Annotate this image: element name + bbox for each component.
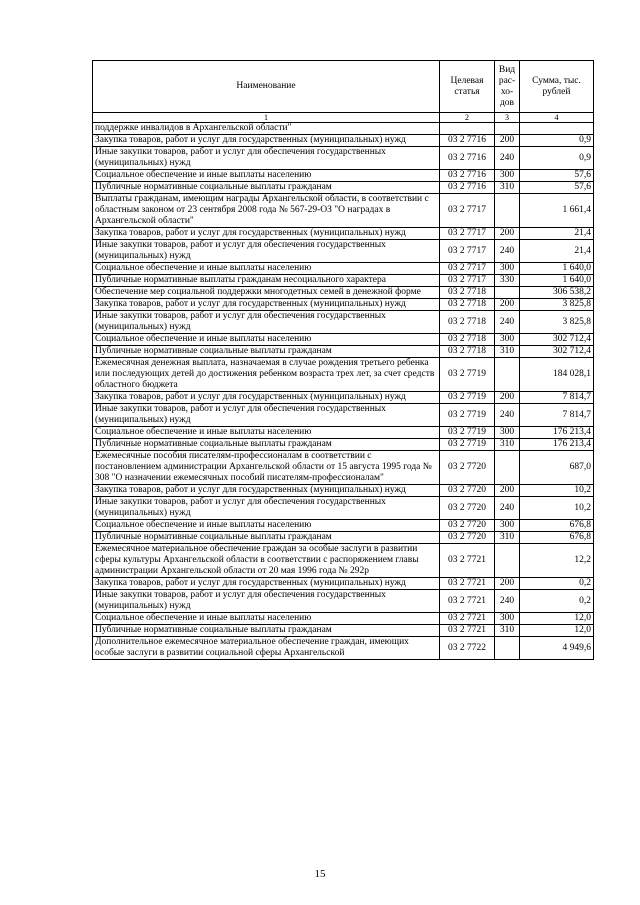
row-sum: 0,2 [520,590,594,613]
row-sum: 0,9 [520,147,594,170]
row-name: Социальное обеспечение и иные выплаты населению [93,334,440,346]
row-sum: 676,8 [520,520,594,532]
row-sum: 57,6 [520,182,594,194]
row-name: Публичные нормативные социальные выплаты гражданам [93,346,440,358]
table-row [93,613,594,625]
row-sum: 676,8 [520,532,594,544]
row-name: Ежемесячное материальное обеспечение граждан за особые заслуги в развитии сферы культуры Архангельской области в соответствии с распоряжением главы администрации Архангельской области от 20 мая 1996 года № 292р [93,544,440,578]
row-code: 03 2 7716 [440,182,495,194]
row-expense-type [495,287,520,299]
row-code: 03 2 7720 [440,532,495,544]
row-name: Публичные нормативные социальные выплаты гражданам [93,625,440,637]
row-expense-type: 200 [495,135,520,147]
row-expense-type: 200 [495,228,520,240]
row-code: 03 2 7720 [440,497,495,520]
row-name: Иные закупки товаров, работ и услуг для обеспечения государственных (муниципальных) нужд [93,240,440,263]
row-name: Социальное обеспечение и иные выплаты населению [93,263,440,275]
row-name: Закупка товаров, работ и услуг для государственных (муниципальных) нужд [93,228,440,240]
row-expense-type: 310 [495,625,520,637]
row-sum: 0,9 [520,135,594,147]
table-row [93,439,594,451]
table-row [93,625,594,637]
row-sum: 3 825,8 [520,299,594,311]
row-sum: 21,4 [520,240,594,263]
row-sum: 12,0 [520,613,594,625]
row-name: Иные закупки товаров, работ и услуг для обеспечения государственных (муниципальных) нужд [93,497,440,520]
row-name: Закупка товаров, работ и услуг для государственных (муниципальных) нужд [93,485,440,497]
row-code: 03 2 7717 [440,228,495,240]
row-name: Закупка товаров, работ и услуг для государственных (муниципальных) нужд [93,135,440,147]
table-row [93,275,594,287]
row-sum: 176 213,4 [520,439,594,451]
row-code: 03 2 7717 [440,263,495,275]
row-sum: 12,2 [520,544,594,578]
row-code: 03 2 7721 [440,544,495,578]
row-name: Закупка товаров, работ и услуг для государственных (муниципальных) нужд [93,578,440,590]
row-sum: 302 712,4 [520,334,594,346]
row-expense-type: 310 [495,182,520,194]
row-name: Социальное обеспечение и иные выплаты населению [93,427,440,439]
row-code: 03 2 7722 [440,637,495,660]
row-sum: 184 028,1 [520,358,594,392]
row-sum: 10,2 [520,497,594,520]
row-code: 03 2 7718 [440,287,495,299]
row-expense-type: 200 [495,485,520,497]
table-row [93,170,594,182]
table-body [93,123,594,660]
column-number: 4 [520,113,594,123]
row-code: 03 2 7720 [440,485,495,497]
row-expense-type [495,194,520,228]
header-sum: Сумма, тыс. рублей [520,61,594,113]
row-sum: 7 814,7 [520,404,594,427]
row-code: 03 2 7719 [440,427,495,439]
row-code: 03 2 7720 [440,451,495,485]
column-number-row [93,113,594,123]
row-sum: 57,6 [520,170,594,182]
row-code: 03 2 7719 [440,392,495,404]
row-sum: 1 640,0 [520,263,594,275]
row-expense-type: 310 [495,346,520,358]
table-header-row [93,61,594,113]
row-expense-type [495,358,520,392]
row-name: Выплаты гражданам, имеющим награды Архангельской области, в соответствии с областным законом от 23 сентября 2008 года № 567-29-ОЗ "О наградах в Архангельской области" [93,194,440,228]
row-name: Закупка товаров, работ и услуг для государственных (муниципальных) нужд [93,392,440,404]
row-name: Иные закупки товаров, работ и услуг для обеспечения государственных (муниципальных) нужд [93,147,440,170]
table-row [93,194,594,228]
row-sum: 1 640,0 [520,275,594,287]
row-code: 03 2 7716 [440,147,495,170]
row-name: Ежемесячная денежная выплата, назначаемая в случае рождения третьего ребенка или последующих детей до достижения ребенком возраста трех лет, за счет средств областного бюджета [93,358,440,392]
row-name: Социальное обеспечение и иные выплаты населению [93,520,440,532]
row-expense-type: 200 [495,392,520,404]
row-name: Иные закупки товаров, работ и услуг для обеспечения государственных (муниципальных) нужд [93,590,440,613]
row-code: 03 2 7716 [440,135,495,147]
row-code: 03 2 7717 [440,240,495,263]
column-number: 3 [495,113,520,123]
table-row [93,404,594,427]
row-sum: 687,0 [520,451,594,485]
row-code: 03 2 7718 [440,299,495,311]
row-name: поддержке инвалидов в Архангельской области" [93,123,440,135]
table-row [93,123,594,135]
row-sum: 176 213,4 [520,427,594,439]
row-sum: 3 825,8 [520,311,594,334]
table-row [93,497,594,520]
row-code: 03 2 7721 [440,613,495,625]
row-code: 03 2 7719 [440,404,495,427]
column-number: 2 [440,113,495,123]
table-row [93,147,594,170]
row-expense-type: 200 [495,578,520,590]
row-name: Публичные нормативные социальные выплаты гражданам [93,182,440,194]
row-expense-type: 240 [495,590,520,613]
row-name: Дополнительное ежемесячное материальное обеспечение граждан, имеющих особые заслуги в развитии социальной сферы Архангельской [93,637,440,660]
row-name: Иные закупки товаров, работ и услуг для обеспечения государственных (муниципальных) нужд [93,311,440,334]
row-sum: 4 949,6 [520,637,594,660]
row-name: Публичные нормативные социальные выплаты гражданам [93,439,440,451]
row-expense-type: 240 [495,404,520,427]
row-name: Социальное обеспечение и иные выплаты населению [93,170,440,182]
row-name: Ежемесячные пособия писателям-профессионалам в соответствии с постановлением администрации Архангельской области от 15 августа 1995 года № 308 "О назначении ежемесячных пособий писателям-профессионалам" [93,451,440,485]
table-row [93,263,594,275]
row-sum: 306 538,2 [520,287,594,299]
table-row [93,346,594,358]
page-number: 15 [314,868,326,880]
row-code [440,123,495,135]
row-sum: 12,0 [520,625,594,637]
row-sum: 7 814,7 [520,392,594,404]
row-expense-type: 300 [495,263,520,275]
header-expense-type: Вид рас-хо-дов [495,61,520,113]
row-expense-type: 240 [495,497,520,520]
row-sum [520,123,594,135]
row-name: Иные закупки товаров, работ и услуг для обеспечения государственных (муниципальных) нужд [93,404,440,427]
row-expense-type: 310 [495,439,520,451]
row-name: Закупка товаров, работ и услуг для государственных (муниципальных) нужд [93,299,440,311]
row-sum: 0,2 [520,578,594,590]
budget-table [92,60,594,660]
row-name: Социальное обеспечение и иные выплаты населению [93,613,440,625]
row-name: Публичные нормативные выплаты гражданам несоциального характера [93,275,440,287]
row-code: 03 2 7717 [440,275,495,287]
table-row [93,520,594,532]
row-expense-type [495,544,520,578]
table-row [93,532,594,544]
row-expense-type: 300 [495,613,520,625]
row-expense-type [495,637,520,660]
row-expense-type: 310 [495,532,520,544]
row-code: 03 2 7718 [440,311,495,334]
row-code: 03 2 7719 [440,358,495,392]
table-row [93,240,594,263]
row-expense-type: 200 [495,299,520,311]
table-row [93,182,594,194]
row-expense-type: 300 [495,170,520,182]
table-row [93,451,594,485]
table-row [93,427,594,439]
table-row [93,358,594,392]
row-sum: 21,4 [520,228,594,240]
row-code: 03 2 7720 [440,520,495,532]
row-code: 03 2 7721 [440,578,495,590]
table-row [93,299,594,311]
table-row [93,590,594,613]
header-code: Целевая статья [440,61,495,113]
row-expense-type: 330 [495,275,520,287]
row-expense-type: 300 [495,520,520,532]
row-code: 03 2 7721 [440,590,495,613]
row-sum: 10,2 [520,485,594,497]
table-row [93,228,594,240]
table-row [93,578,594,590]
row-sum: 302 712,4 [520,346,594,358]
row-expense-type: 300 [495,427,520,439]
row-expense-type: 240 [495,311,520,334]
row-expense-type: 240 [495,147,520,170]
table-row [93,637,594,660]
table-row [93,135,594,147]
table-row [93,544,594,578]
row-code: 03 2 7721 [440,625,495,637]
table-row [93,485,594,497]
row-name: Публичные нормативные социальные выплаты гражданам [93,532,440,544]
table-row [93,334,594,346]
row-sum: 1 661,4 [520,194,594,228]
column-number: 1 [93,113,440,123]
table-row [93,311,594,334]
table-row [93,392,594,404]
table-row [93,287,594,299]
row-expense-type [495,451,520,485]
row-expense-type: 240 [495,240,520,263]
row-expense-type [495,123,520,135]
row-code: 03 2 7716 [440,170,495,182]
row-code: 03 2 7718 [440,346,495,358]
row-code: 03 2 7718 [440,334,495,346]
row-expense-type: 300 [495,334,520,346]
row-name: Обеспечение мер социальной поддержки многодетных семей в денежной форме [93,287,440,299]
row-code: 03 2 7719 [440,439,495,451]
header-name: Наименование [93,61,440,113]
row-code: 03 2 7717 [440,194,495,228]
